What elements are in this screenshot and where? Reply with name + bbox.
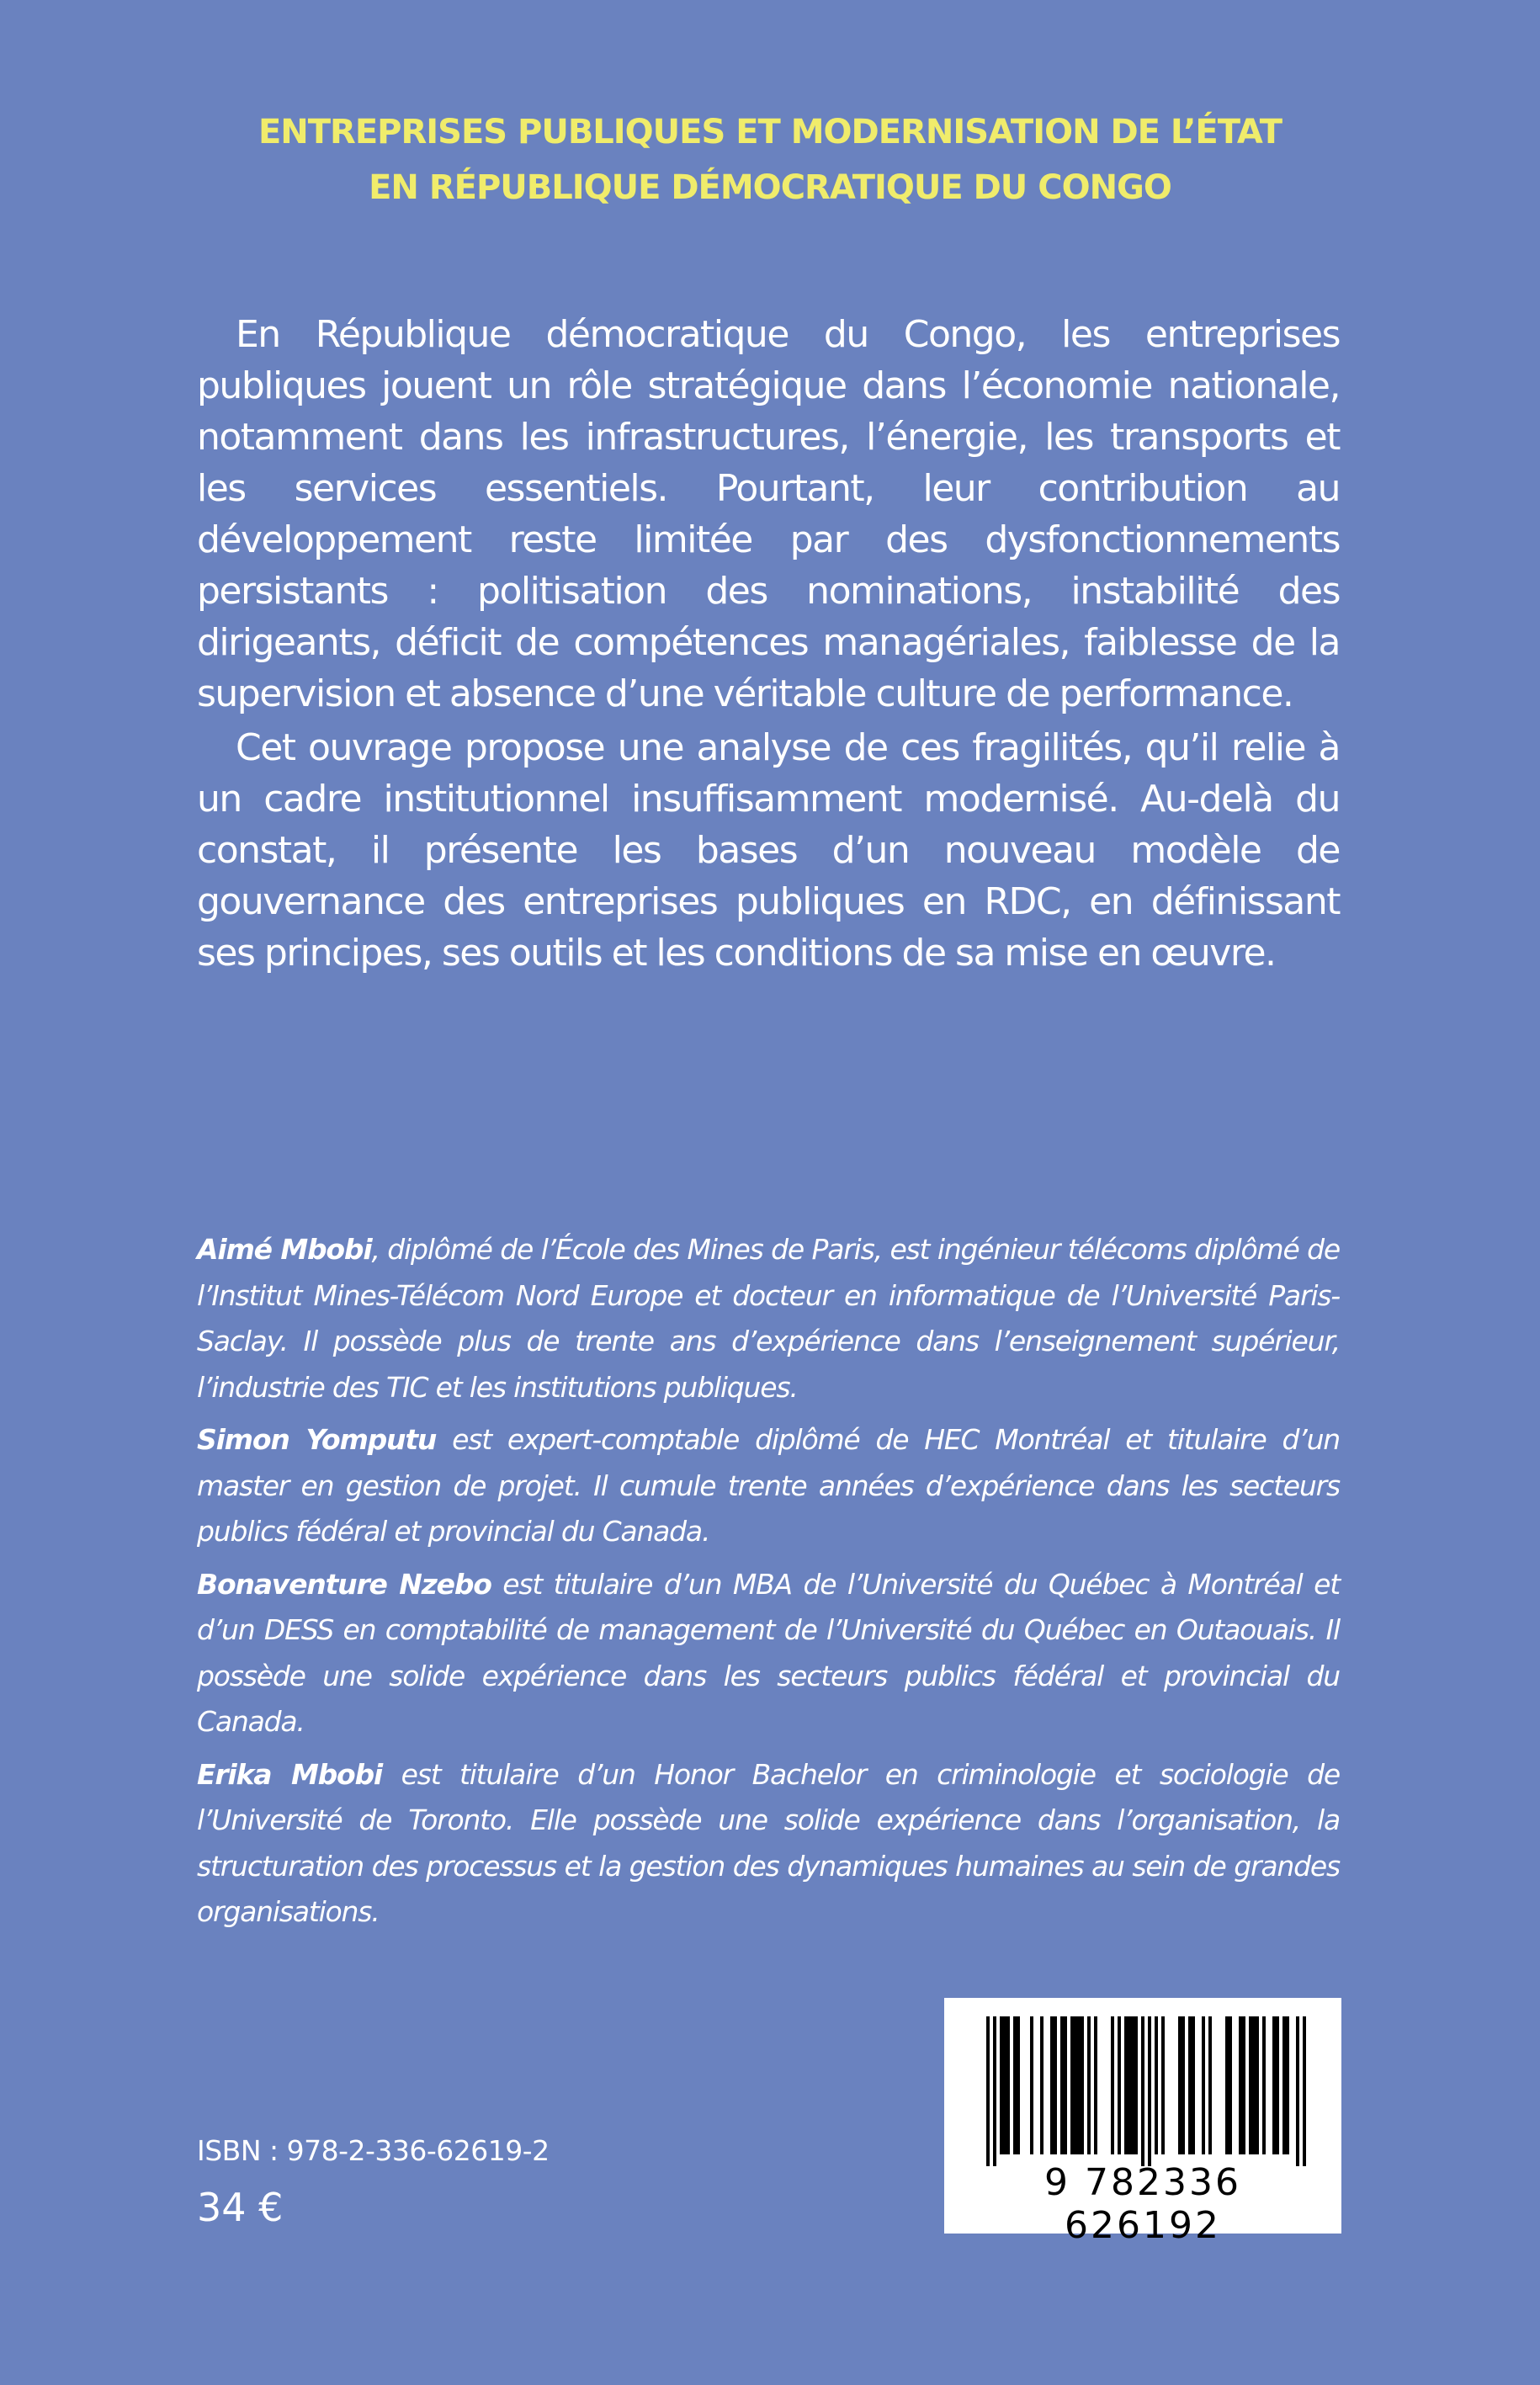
barcode-bar <box>1054 2016 1057 2154</box>
title-line-2: EN RÉPUBLIQUE DÉMOCRATIQUE DU CONGO <box>369 168 1171 207</box>
barcode-bar <box>1070 2016 1074 2154</box>
barcode-bar <box>1064 2016 1067 2154</box>
author-name: Bonaventure Nzebo <box>197 1567 491 1601</box>
author-bio <box>197 1562 1340 1745</box>
barcode-bar <box>1229 2016 1232 2154</box>
author-name: Erika Mbobi <box>197 1757 383 1791</box>
author-bio <box>197 1752 1340 1936</box>
barcode-bar <box>1050 2016 1054 2154</box>
barcode-bars <box>944 1998 1341 2166</box>
author-bio-text: , diplômé de l’École des Mines de Paris, est ingénieur télécoms diplômé de l’Institut Mines-Télécom Nord Europe et docteur en informatique de l’Université Paris-Saclay. Il possède plus de trente ans d’expérience dans l’enseignement supérieur, l’industrie des TIC et les institutions publiques. <box>197 1233 1340 1404</box>
barcode-bar <box>1134 2016 1138 2154</box>
barcode-bar <box>1208 2016 1212 2154</box>
barcode-bar <box>1000 2016 1003 2154</box>
barcode-bar <box>1161 2016 1165 2154</box>
author-bios <box>197 1227 1340 1942</box>
barcode-bar <box>1303 2016 1306 2166</box>
barcode-bar <box>1225 2016 1229 2154</box>
barcode-bar <box>1013 2016 1017 2154</box>
barcode-bar <box>1282 2016 1286 2154</box>
barcode-bar <box>1131 2016 1134 2154</box>
barcode-digits: 9 782336 626192 <box>1044 2161 1241 2247</box>
barcode-bar <box>1118 2016 1121 2154</box>
book-summary <box>197 309 1340 979</box>
barcode-bar <box>993 2016 996 2166</box>
summary-paragraph: Cet ouvrage propose une analyse de ces fragilités, qu’il relie à un cadre institutionnel insuffisamment modernisé. Au-delà du constat, il présente les bases d’un nouveau modèle de gouvernance des entreprises publiques en RDC, en définissant ses principes, ses outils et les conditions de sa mise en œuvre. <box>197 726 1340 975</box>
barcode-bar <box>1276 2016 1279 2154</box>
author-bio-text: est titulaire d’un Honor Bachelor en criminologie et sociologie de l’Université de Toronto. Elle possède une solide expérience dans l’organisation, la structuration des processus et la gestion des dynamiques humaines au sein de grandes organisations. <box>197 1757 1340 1928</box>
barcode-bar <box>1003 2016 1006 2154</box>
barcode-bar <box>1094 2016 1097 2154</box>
book-title <box>0 104 1540 215</box>
author-bio-text: est titulaire d’un MBA de l’Université du Québec à Montréal et d’un DESS en comptabilité de management de l’Université du Québec en Outaouais. Il possède une solide expérience dans les secteurs publics fédéral et provincial du Canada. <box>197 1567 1341 1738</box>
barcode-bar <box>1239 2016 1242 2154</box>
author-name: Aimé Mbobi <box>197 1233 372 1266</box>
barcode-bar <box>1074 2016 1077 2154</box>
barcode-bar <box>1256 2016 1259 2154</box>
summary-paragraph: En République démocratique du Congo, les entreprises publiques jouent un rôle stratégique dans l’économie nationale, notamment dans les infrastructures, l’énergie, les transports et les services essentiels. Pourtant, leur contribution au développement reste limitée par des dysfonctionnements persistants : politisation des nominations, instabilité des dirigeants, déficit de compétences managériales, faiblesse de la supervision et absence d’une véritable culture de performance. <box>197 313 1340 715</box>
barcode-bar <box>1087 2016 1091 2154</box>
barcode-bar <box>1249 2016 1252 2154</box>
author-bio <box>197 1227 1340 1410</box>
barcode-bar <box>1081 2016 1084 2154</box>
barcode-bar <box>1262 2016 1266 2154</box>
barcode-bar <box>1296 2016 1299 2166</box>
barcode-bar <box>986 2016 990 2166</box>
barcode-bar <box>1128 2016 1131 2154</box>
barcode-bar <box>1252 2016 1256 2154</box>
barcode-bar <box>1111 2016 1114 2154</box>
barcode-bar <box>1178 2016 1182 2154</box>
barcode-bar <box>1124 2016 1128 2154</box>
barcode <box>944 1998 1341 2247</box>
price-text: 34 € <box>197 2185 284 2230</box>
title-line-1: ENTREPRISES PUBLIQUES ET MODERNISATION DE L’ÉTAT <box>258 113 1282 151</box>
barcode-bar <box>1040 2016 1043 2154</box>
barcode-bar <box>1192 2016 1195 2154</box>
barcode-bar <box>1188 2016 1192 2154</box>
barcode-bar <box>1202 2016 1205 2154</box>
barcode-bar <box>1182 2016 1185 2154</box>
barcode-bar <box>1155 2016 1158 2154</box>
barcode-bar <box>1141 2016 1144 2166</box>
barcode-bar <box>1286 2016 1289 2154</box>
author-name: Simon Yomputu <box>197 1423 437 1456</box>
isbn-text: ISBN : 978-2-336-62619-2 <box>197 2134 550 2167</box>
barcode-bar <box>1060 2016 1064 2154</box>
barcode-bar <box>1077 2016 1081 2154</box>
barcode-bar <box>1030 2016 1033 2154</box>
barcode-bar <box>1242 2016 1245 2154</box>
barcode-bar <box>1148 2016 1151 2166</box>
barcode-bar <box>1272 2016 1276 2154</box>
barcode-bar <box>1017 2016 1020 2154</box>
author-bio <box>197 1417 1340 1555</box>
author-bio-text: est expert-comptable diplômé de HEC Montréal et titulaire d’un master en gestion de projet. Il cumule trente années d’expérience dans les secteurs publics fédéral et provincial du Canada. <box>197 1423 1340 1548</box>
barcode-bar <box>1006 2016 1010 2154</box>
